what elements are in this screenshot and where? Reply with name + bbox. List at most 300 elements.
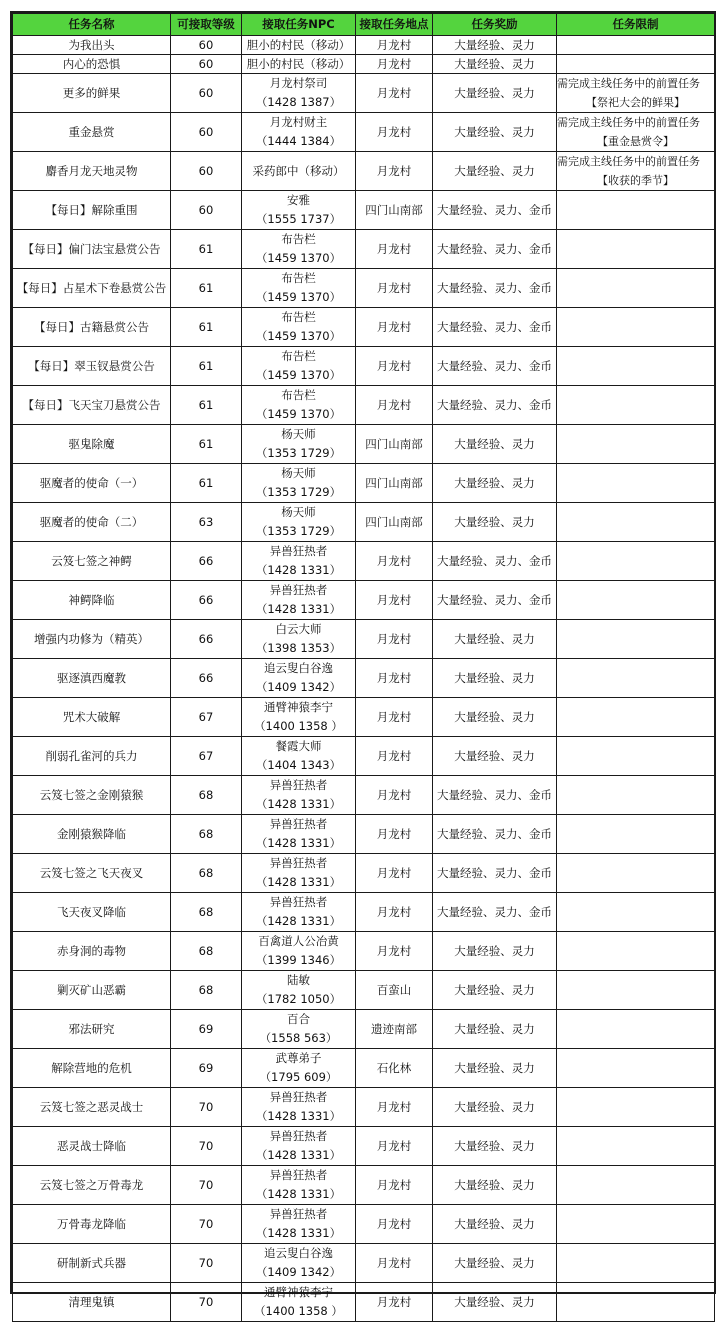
- limit-cell: [557, 1010, 715, 1049]
- reward-cell: [433, 152, 557, 191]
- npc-coordinates: （1782 1050）: [255, 992, 342, 1006]
- table-row: [13, 854, 715, 893]
- task-name: 驱魔者的使命（一）: [39, 475, 144, 490]
- task-location: 月龙村: [376, 1177, 412, 1192]
- table-row: [13, 1088, 715, 1127]
- reward-cell: [433, 386, 557, 425]
- npc-cell: [242, 854, 356, 893]
- table-row: [13, 152, 715, 191]
- task-name: 万骨毒龙降临: [57, 1216, 126, 1231]
- task-name: 云笈七签之金刚猿猴: [39, 787, 144, 802]
- header-npc: 接取任务NPC: [242, 14, 356, 36]
- limit-cell: [557, 659, 715, 698]
- npc-coordinates: （1459 1370）: [255, 329, 342, 343]
- task-reward: 大量经验、灵力: [454, 1294, 535, 1309]
- task-name-cell: [13, 893, 171, 932]
- npc-name: 武尊弟子: [275, 1051, 322, 1065]
- task-reward: 大量经验、灵力: [454, 982, 535, 997]
- table-row: [13, 503, 715, 542]
- task-reward: 大量经验、灵力、金币: [437, 865, 552, 880]
- limit-cell: [557, 113, 715, 152]
- npc-coordinates: （1428 1331）: [255, 914, 342, 928]
- table-row: [13, 230, 715, 269]
- table-row: [13, 659, 715, 698]
- npc-name: 异兽狂热者: [269, 778, 328, 792]
- task-name: 【每日】翠玉钗悬赏公告: [28, 358, 155, 373]
- task-level: 68: [198, 904, 214, 919]
- location-cell: [356, 854, 433, 893]
- level-cell: [171, 1205, 242, 1244]
- limit-cell: [557, 893, 715, 932]
- location-cell: [356, 74, 433, 113]
- level-cell: [171, 737, 242, 776]
- npc-coordinates: （1795 609）: [259, 1070, 338, 1084]
- location-cell: [356, 1283, 433, 1322]
- npc-coordinates: （1428 1331）: [255, 1109, 342, 1123]
- location-cell: [356, 932, 433, 971]
- task-level: 70: [198, 1216, 214, 1231]
- npc-name: 餐霞大师: [275, 739, 322, 753]
- task-location: 月龙村: [376, 241, 412, 256]
- task-reward: 大量经验、灵力、金币: [437, 319, 552, 334]
- location-cell: [356, 542, 433, 581]
- location-cell: [356, 464, 433, 503]
- task-name: 为我出头: [68, 38, 115, 52]
- task-level: 66: [198, 553, 214, 568]
- task-name: 研制新式兵器: [57, 1255, 126, 1270]
- task-name-cell: [13, 698, 171, 737]
- reward-cell: [433, 36, 557, 55]
- task-name-cell: [13, 425, 171, 464]
- level-cell: [171, 776, 242, 815]
- npc-coordinates: （1558 563）: [259, 1031, 338, 1045]
- task-location: 月龙村: [376, 85, 412, 100]
- task-name: 飞天夜叉降临: [57, 904, 126, 919]
- npc-cell: [242, 815, 356, 854]
- task-location: 月龙村: [376, 124, 412, 139]
- location-cell: [356, 1127, 433, 1166]
- task-reward: 大量经验、灵力: [454, 163, 535, 178]
- task-name: 咒术大破解: [62, 709, 121, 724]
- task-location: 月龙村: [376, 1255, 412, 1270]
- npc-coordinates: （1428 1331）: [255, 1226, 342, 1240]
- npc-cell: [242, 347, 356, 386]
- task-reward: 大量经验、灵力: [454, 124, 535, 139]
- location-cell: [356, 191, 433, 230]
- task-reward: 大量经验、灵力: [454, 1177, 535, 1192]
- task-name: 神鳄降临: [68, 592, 115, 607]
- reward-cell: [433, 113, 557, 152]
- reward-cell: [433, 269, 557, 308]
- task-name: 恶灵战士降临: [57, 1138, 126, 1153]
- task-level: 61: [198, 241, 214, 256]
- task-name: 驱鬼除魔: [68, 436, 115, 451]
- task-level: 63: [198, 514, 214, 529]
- npc-cell: [242, 386, 356, 425]
- task-reward: 大量经验、灵力: [454, 1216, 535, 1231]
- npc-name: 异兽狂热者: [269, 1090, 328, 1104]
- task-name: 增强内功修为（精英）: [34, 631, 149, 646]
- npc-coordinates: （1409 1342）: [255, 1265, 342, 1279]
- limit-cell: [557, 854, 715, 893]
- task-name: 【每日】占星术下卷悬赏公告: [16, 280, 167, 295]
- npc-cell: [242, 659, 356, 698]
- npc-coordinates: （1398 1353）: [255, 641, 342, 655]
- task-location: 月龙村: [376, 631, 412, 646]
- table-row: [13, 55, 715, 74]
- task-reward: 大量经验、灵力、金币: [437, 241, 552, 256]
- npc-cell: [242, 55, 356, 74]
- task-location: 四门山南部: [365, 475, 423, 490]
- npc-name: 异兽狂热者: [269, 1207, 328, 1221]
- npc-name: 百禽道人公冶黄: [258, 934, 339, 948]
- table-row: [13, 464, 715, 503]
- location-cell: [356, 1010, 433, 1049]
- npc-cell: [242, 1166, 356, 1205]
- npc-cell: [242, 269, 356, 308]
- task-location: 月龙村: [376, 163, 412, 178]
- task-level: 68: [198, 826, 214, 841]
- table-row: [13, 932, 715, 971]
- task-level: 68: [198, 943, 214, 958]
- task-name: 麝香月龙天地灵物: [45, 163, 138, 178]
- reward-cell: [433, 1088, 557, 1127]
- table-row: [13, 425, 715, 464]
- task-name: 清理鬼镇: [68, 1294, 115, 1309]
- npc-name: 白云大师: [275, 622, 322, 636]
- npc-coordinates: （1459 1370）: [255, 368, 342, 382]
- reward-cell: [433, 347, 557, 386]
- task-name-cell: [13, 113, 171, 152]
- task-reward: 大量经验、灵力、金币: [437, 592, 552, 607]
- task-location: 遗迹南部: [371, 1021, 417, 1036]
- task-level: 61: [198, 358, 214, 373]
- task-name-cell: [13, 308, 171, 347]
- npc-coordinates: （1428 1387）: [255, 95, 342, 109]
- header-location: 接取任务地点: [356, 14, 433, 36]
- npc-cell: [242, 620, 356, 659]
- reward-cell: [433, 74, 557, 113]
- level-cell: [171, 1088, 242, 1127]
- table-row: [13, 1166, 715, 1205]
- npc-name: 月龙村财主: [269, 115, 328, 129]
- npc-name: 布告栏: [281, 232, 316, 246]
- task-reward: 大量经验、灵力: [454, 709, 535, 724]
- task-level: 70: [198, 1177, 214, 1192]
- reward-cell: [433, 542, 557, 581]
- task-name-cell: [13, 1283, 171, 1322]
- reward-cell: [433, 1283, 557, 1322]
- npc-coordinates: （1428 1331）: [255, 1148, 342, 1162]
- level-cell: [171, 152, 242, 191]
- task-level: 60: [198, 202, 214, 217]
- npc-name: 杨天师: [281, 505, 316, 519]
- task-reward: 大量经验、灵力: [454, 85, 535, 100]
- location-cell: [356, 815, 433, 854]
- limit-cell: [557, 542, 715, 581]
- task-location: 月龙村: [376, 57, 412, 71]
- task-location: 月龙村: [376, 943, 412, 958]
- reward-cell: [433, 1166, 557, 1205]
- task-name-cell: [13, 542, 171, 581]
- reward-cell: [433, 1244, 557, 1283]
- level-cell: [171, 55, 242, 74]
- npc-name: 采药郎中（移动）: [252, 163, 345, 178]
- table-row: [13, 776, 715, 815]
- task-name-cell: [13, 971, 171, 1010]
- task-reward: 大量经验、灵力、金币: [437, 904, 552, 919]
- task-name-cell: [13, 36, 171, 55]
- task-name-cell: [13, 815, 171, 854]
- task-name-cell: [13, 347, 171, 386]
- npc-coordinates: （1400 1358 ）: [254, 1304, 343, 1318]
- limit-cell: [557, 1166, 715, 1205]
- npc-cell: [242, 1244, 356, 1283]
- task-reward: 大量经验、灵力: [454, 57, 535, 71]
- task-name-cell: [13, 1088, 171, 1127]
- task-location: 月龙村: [376, 1138, 412, 1153]
- level-cell: [171, 503, 242, 542]
- limit-cell: [557, 1244, 715, 1283]
- task-name: 【每日】解除重围: [45, 202, 138, 217]
- limit-requirement: 需完成主线任务中的前置任务: [557, 155, 700, 168]
- npc-coordinates: （1444 1384）: [255, 134, 342, 148]
- limit-cell: [557, 1049, 715, 1088]
- reward-cell: [433, 464, 557, 503]
- task-reward: 大量经验、灵力: [454, 670, 535, 685]
- task-location: 月龙村: [376, 904, 412, 919]
- task-reward: 大量经验、灵力: [454, 1138, 535, 1153]
- task-name: 【每日】偏门法宝悬赏公告: [22, 241, 161, 256]
- task-location: 月龙村: [376, 865, 412, 880]
- limit-cell: [557, 503, 715, 542]
- npc-coordinates: （1459 1370）: [255, 251, 342, 265]
- task-level: 69: [198, 1021, 214, 1036]
- task-location: 月龙村: [376, 1216, 412, 1231]
- task-name: 解除营地的危机: [51, 1060, 132, 1075]
- npc-coordinates: （1428 1331）: [255, 1187, 342, 1201]
- task-reward: 大量经验、灵力、金币: [437, 826, 552, 841]
- npc-cell: [242, 1283, 356, 1322]
- task-level: 61: [198, 319, 214, 334]
- task-name-cell: [13, 854, 171, 893]
- limit-cell: [557, 230, 715, 269]
- level-cell: [171, 191, 242, 230]
- level-cell: [171, 269, 242, 308]
- task-name: 削弱孔雀河的兵力: [45, 748, 138, 763]
- table-row: [13, 893, 715, 932]
- npc-cell: [242, 308, 356, 347]
- task-name-cell: [13, 737, 171, 776]
- table-row: [13, 386, 715, 425]
- task-name: 云笈七签之神鳄: [51, 553, 132, 568]
- task-name-cell: [13, 659, 171, 698]
- reward-cell: [433, 425, 557, 464]
- task-location: 石化林: [376, 1060, 412, 1075]
- reward-cell: [433, 1127, 557, 1166]
- task-name-cell: [13, 230, 171, 269]
- location-cell: [356, 971, 433, 1010]
- task-reward: 大量经验、灵力: [454, 1060, 535, 1075]
- npc-cell: [242, 971, 356, 1010]
- limit-cell: [557, 74, 715, 113]
- task-level: 61: [198, 397, 214, 412]
- npc-cell: [242, 74, 356, 113]
- npc-name: 异兽狂热者: [269, 1168, 328, 1182]
- npc-coordinates: （1459 1370）: [255, 290, 342, 304]
- location-cell: [356, 503, 433, 542]
- npc-coordinates: （1428 1331）: [255, 602, 342, 616]
- npc-coordinates: （1353 1729）: [255, 485, 342, 499]
- task-reward: 大量经验、灵力、金币: [437, 280, 552, 295]
- npc-name: 月龙村祭司: [269, 76, 328, 90]
- level-cell: [171, 425, 242, 464]
- reward-cell: [433, 620, 557, 659]
- table-row: [13, 815, 715, 854]
- task-reward: 大量经验、灵力: [454, 1255, 535, 1270]
- level-cell: [171, 542, 242, 581]
- reward-cell: [433, 815, 557, 854]
- location-cell: [356, 386, 433, 425]
- task-level: 60: [198, 38, 214, 52]
- header-level: 可接取等级: [171, 14, 242, 36]
- npc-name: 布告栏: [281, 388, 316, 402]
- limit-cell: [557, 1283, 715, 1322]
- task-name-cell: [13, 581, 171, 620]
- table-row: [13, 308, 715, 347]
- table-row: [13, 1244, 715, 1283]
- limit-cell: [557, 269, 715, 308]
- task-reward: 大量经验、灵力: [454, 38, 535, 52]
- npc-coordinates: （1400 1358 ）: [254, 719, 343, 733]
- npc-name: 异兽狂热者: [269, 1129, 328, 1143]
- task-level: 67: [198, 709, 214, 724]
- location-cell: [356, 269, 433, 308]
- header-limit: 任务限制: [557, 14, 715, 36]
- table-row: [13, 347, 715, 386]
- location-cell: [356, 55, 433, 74]
- level-cell: [171, 620, 242, 659]
- location-cell: [356, 36, 433, 55]
- task-level: 70: [198, 1294, 214, 1309]
- reward-cell: [433, 776, 557, 815]
- location-cell: [356, 1088, 433, 1127]
- task-name-cell: [13, 1010, 171, 1049]
- location-cell: [356, 737, 433, 776]
- npc-coordinates: （1428 1331）: [255, 836, 342, 850]
- task-level: 66: [198, 592, 214, 607]
- npc-coordinates: （1353 1729）: [255, 446, 342, 460]
- npc-cell: [242, 230, 356, 269]
- level-cell: [171, 893, 242, 932]
- task-name: 【每日】飞天宝刀悬赏公告: [22, 397, 161, 412]
- table-body: [13, 36, 715, 1322]
- table-row: [13, 1127, 715, 1166]
- npc-coordinates: （1428 1331）: [255, 875, 342, 889]
- table-row: [13, 971, 715, 1010]
- npc-cell: [242, 152, 356, 191]
- reward-cell: [433, 191, 557, 230]
- reward-cell: [433, 1010, 557, 1049]
- task-reward: 大量经验、灵力: [454, 631, 535, 646]
- table-row: [13, 191, 715, 230]
- task-name-cell: [13, 1166, 171, 1205]
- npc-name: 布告栏: [281, 349, 316, 363]
- npc-cell: [242, 191, 356, 230]
- task-location: 四门山南部: [365, 436, 423, 451]
- task-name: 云笈七签之飞天夜叉: [39, 865, 144, 880]
- npc-coordinates: （1399 1346）: [255, 953, 342, 967]
- npc-name: 布告栏: [281, 310, 316, 324]
- limit-cell: [557, 581, 715, 620]
- header-reward: 任务奖励: [433, 14, 557, 36]
- limit-cell: [557, 464, 715, 503]
- location-cell: [356, 308, 433, 347]
- limit-cell: [557, 347, 715, 386]
- npc-name: 异兽狂热者: [269, 817, 328, 831]
- limit-cell: [557, 932, 715, 971]
- npc-coordinates: （1353 1729）: [255, 524, 342, 538]
- npc-cell: [242, 1010, 356, 1049]
- npc-cell: [242, 542, 356, 581]
- reward-cell: [433, 308, 557, 347]
- limit-cell: [557, 425, 715, 464]
- reward-cell: [433, 581, 557, 620]
- npc-coordinates: （1555 1737）: [255, 212, 342, 226]
- task-location: 月龙村: [376, 709, 412, 724]
- task-reward: 大量经验、灵力: [454, 748, 535, 763]
- table-row: [13, 1049, 715, 1088]
- table-row: [13, 737, 715, 776]
- task-level: 68: [198, 787, 214, 802]
- location-cell: [356, 113, 433, 152]
- level-cell: [171, 464, 242, 503]
- npc-cell: [242, 581, 356, 620]
- table-row: [13, 620, 715, 659]
- task-reward: 大量经验、灵力: [454, 1021, 535, 1036]
- level-cell: [171, 1049, 242, 1088]
- table-row: [13, 1283, 715, 1322]
- table-row: [13, 36, 715, 55]
- task-location: 月龙村: [376, 280, 412, 295]
- table-row: [13, 74, 715, 113]
- task-reward: 大量经验、灵力: [454, 1099, 535, 1114]
- task-name: 剿灭矿山恶霸: [57, 982, 126, 997]
- task-level: 66: [198, 670, 214, 685]
- task-reward: 大量经验、灵力: [454, 475, 535, 490]
- limit-cell: [557, 55, 715, 74]
- task-name-cell: [13, 191, 171, 230]
- table-row: [13, 1205, 715, 1244]
- npc-coordinates: （1404 1343）: [255, 758, 342, 772]
- task-level: 60: [198, 163, 214, 178]
- npc-cell: [242, 1205, 356, 1244]
- table-row: [13, 542, 715, 581]
- level-cell: [171, 230, 242, 269]
- reward-cell: [433, 737, 557, 776]
- task-level: 60: [198, 124, 214, 139]
- location-cell: [356, 347, 433, 386]
- location-cell: [356, 581, 433, 620]
- level-cell: [171, 347, 242, 386]
- task-reward: 大量经验、灵力、金币: [437, 787, 552, 802]
- task-level: 68: [198, 865, 214, 880]
- reward-cell: [433, 893, 557, 932]
- limit-cell: [557, 776, 715, 815]
- quest-table: [12, 13, 715, 1322]
- limit-cell: [557, 737, 715, 776]
- task-name-cell: [13, 74, 171, 113]
